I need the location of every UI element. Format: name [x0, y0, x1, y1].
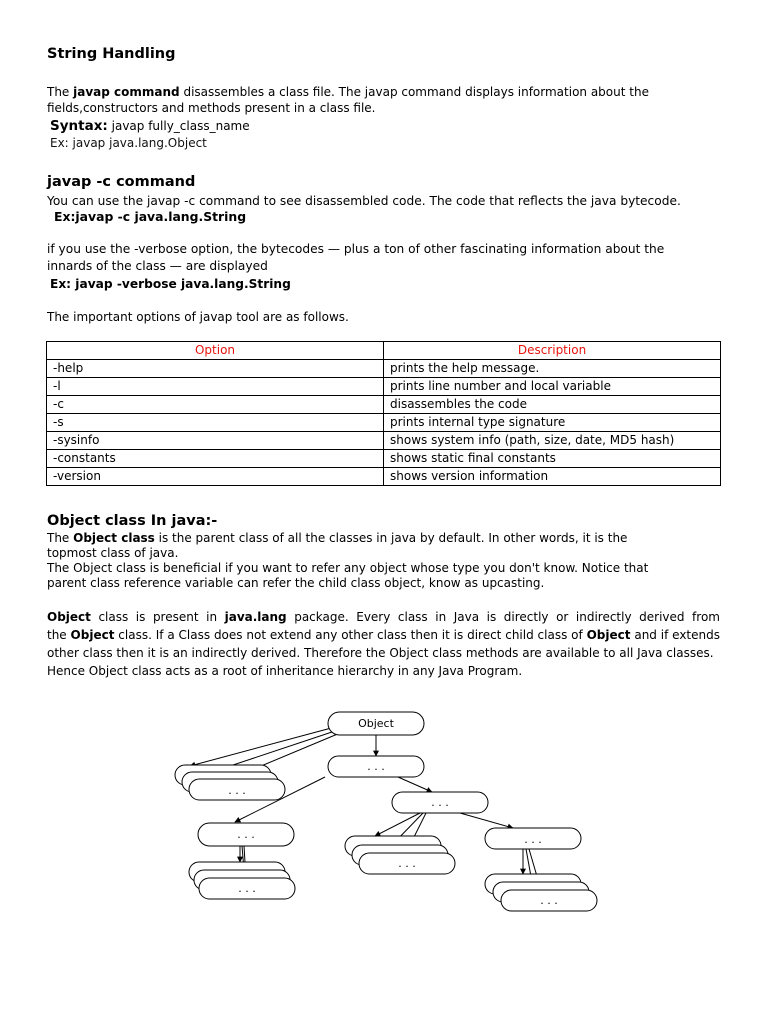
- node-label: . . .: [524, 833, 542, 846]
- syntax-line: Syntax: javap fully_class_name: [50, 118, 250, 134]
- table-row: [47, 360, 721, 378]
- table-row: [47, 396, 721, 414]
- node-label: . . .: [540, 894, 558, 907]
- node-label: . . .: [367, 760, 385, 773]
- table-row: [47, 414, 721, 432]
- heading-javap-c: javap -c command: [47, 174, 196, 190]
- verbose-example: Ex: javap -verbose java.lang.String: [50, 277, 291, 291]
- table-cell-option: -c: [47, 396, 384, 414]
- object-class-line4: parent class reference variable can refer the child class object, know as upcasting.: [47, 576, 545, 590]
- javap-c-example: Ex:javap -c java.lang.String: [54, 209, 247, 224]
- object-class-line2: topmost class of java.: [47, 546, 179, 560]
- node-label: . . .: [398, 857, 416, 870]
- options-table: [46, 341, 721, 486]
- object-para-line1: Object class is present in java.lang package. Every class in Java is directly or indirectly derived from: [47, 610, 720, 624]
- object-para-line2: the Object class. If a Class does not extend any other class then it is direct child class of Object and if extends: [47, 628, 720, 642]
- table-cell-option: -help: [47, 360, 384, 378]
- object-class-line1: The Object class is the parent class of all the classes in java by default. In other words, it is the: [47, 531, 628, 545]
- node-label: . . .: [238, 882, 256, 895]
- table-cell-option: -version: [47, 468, 384, 486]
- table-cell-option: -s: [47, 414, 384, 432]
- object-para-line4: Hence Object class acts as a root of inheritance hierarchy in any Java Program.: [47, 664, 523, 678]
- table-header-row: [47, 342, 721, 360]
- table-cell-description: shows static final constants: [384, 450, 721, 468]
- javap-intro-line2: fields,constructors and methods present in a class file.: [47, 101, 376, 115]
- options-intro: The important options of javap tool are as follows.: [47, 310, 349, 324]
- verbose-line2: innards of the class — are displayed: [47, 259, 268, 273]
- table-row: [47, 378, 721, 396]
- table-cell-option: -constants: [47, 450, 384, 468]
- node-label: . . .: [237, 828, 255, 841]
- table-cell-description: prints the help message.: [384, 360, 721, 378]
- javap-c-text: You can use the javap -c command to see disassembled code. The code that reflects the java bytecode.: [47, 194, 681, 208]
- node-label: . . .: [431, 796, 449, 809]
- root-node-label: Object: [358, 717, 394, 730]
- table-cell-description: shows version information: [384, 468, 721, 486]
- table-cell-description: prints line number and local variable: [384, 378, 721, 396]
- table-header-description: Description: [384, 342, 721, 360]
- table-cell-option: -l: [47, 378, 384, 396]
- javap-intro-line1: The javap command disassembles a class file. The javap command displays information about the: [47, 85, 649, 99]
- heading-string-handling: String Handling: [47, 46, 176, 62]
- verbose-line1: if you use the -verbose option, the bytecodes — plus a ton of other fascinating information about the: [47, 242, 665, 256]
- table-cell-description: shows system info (path, size, date, MD5 hash): [384, 432, 721, 450]
- node-label: . . .: [228, 784, 246, 797]
- table-cell-option: -sysinfo: [47, 432, 384, 450]
- table-row: [47, 432, 721, 450]
- table-cell-description: prints internal type signature: [384, 414, 721, 432]
- object-para-line3: other class then it is an indirectly derived. Therefore the Object class methods are available to all Java classes.: [47, 646, 714, 660]
- object-class-line3: The Object class is beneficial if you want to refer any object whose type you don't know. Notice that: [47, 561, 649, 575]
- heading-object-class: Object class In java:-: [47, 513, 218, 529]
- table-row: [47, 450, 721, 468]
- syntax-example: Ex: javap java.lang.Object: [50, 136, 207, 150]
- object-hierarchy-diagram: [0, 690, 768, 920]
- table-cell-description: disassembles the code: [384, 396, 721, 414]
- table-header-option: Option: [47, 342, 384, 360]
- table-row: [47, 468, 721, 486]
